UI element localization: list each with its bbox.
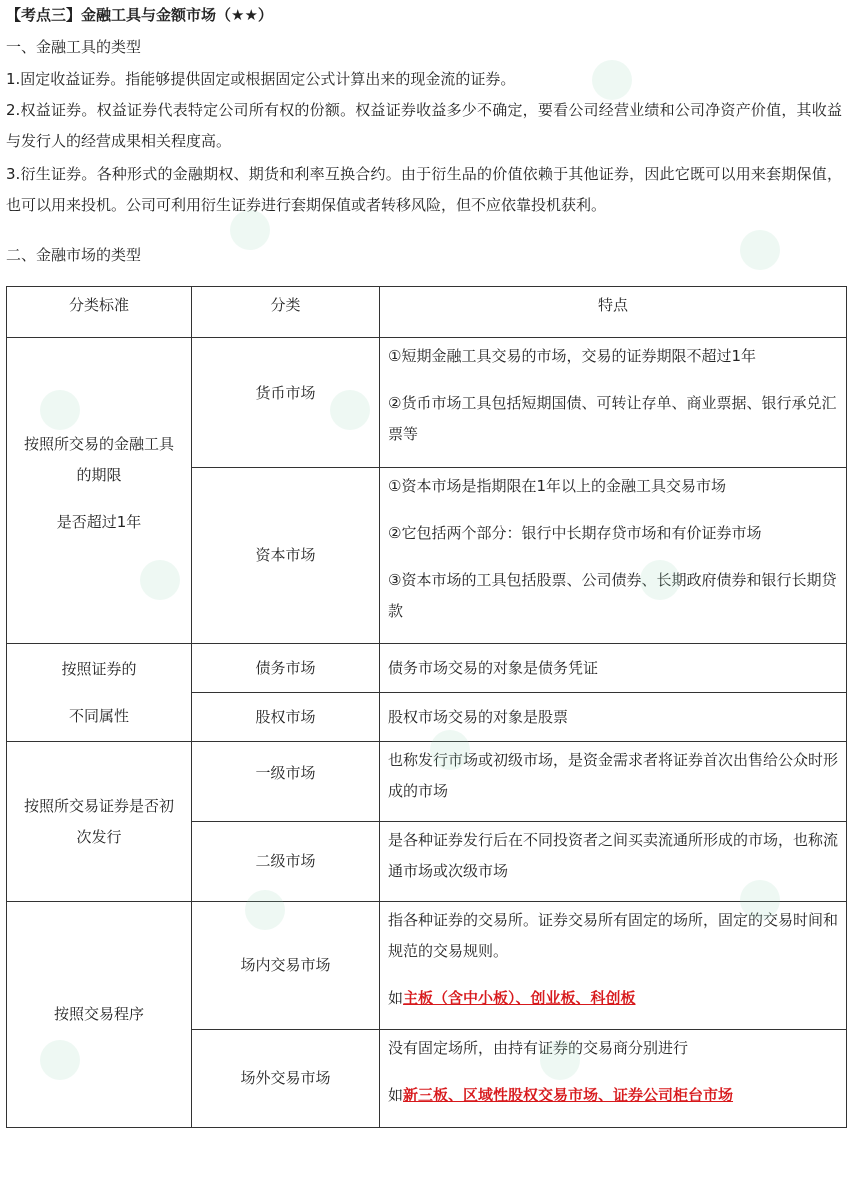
standard-term-line1: 按照所交易的金融工具 bbox=[23, 435, 174, 453]
otc-feature-2 bbox=[388, 1080, 838, 1111]
features-money-market bbox=[380, 338, 847, 468]
standard-procedure: 按照交易程序 bbox=[7, 902, 192, 1128]
features-exchange-market bbox=[380, 902, 847, 1030]
category-primary-market: 一级市场 bbox=[192, 742, 380, 822]
exchange-feature-1: 指各种证券的交易所。证券交易所有固定的场所，固定的交易时间和规范的交易规则。 bbox=[388, 911, 839, 960]
category-otc-market: 场外交易市场 bbox=[192, 1030, 380, 1128]
watermark-logo-icon bbox=[592, 60, 632, 100]
standard-term-line2: 的期限 bbox=[76, 466, 122, 484]
header-category: 分类 bbox=[192, 287, 380, 338]
features-capital-market bbox=[380, 468, 847, 644]
category-debt-market: 债务市场 bbox=[192, 644, 380, 693]
item-equity: 2.权益证券。权益证券代表特定公司所有权的份额。权益证券收益多少不确定，要看公司经营业绩和公司净资产价值，其收益与发行人的经营成果相关程度高。 bbox=[6, 101, 842, 150]
header-features: 特点 bbox=[380, 287, 847, 338]
features-otc-market bbox=[380, 1030, 847, 1128]
standard-term-line3: 是否超过1年 bbox=[56, 513, 142, 531]
capital-feature-1: ①资本市场是指期限在1年以上的金融工具交易市场 bbox=[388, 477, 726, 495]
page-heading: 【考点三】金融工具与金额市场（★★） bbox=[6, 6, 273, 24]
category-equity-market: 股权市场 bbox=[192, 693, 380, 742]
table-header-row bbox=[7, 287, 847, 338]
capital-feature-2: ②它包括两个部分：银行中长期存贷市场和有价证券市场 bbox=[388, 524, 762, 542]
table-row bbox=[7, 644, 847, 693]
table-row bbox=[7, 902, 847, 1030]
category-secondary-market: 二级市场 bbox=[192, 822, 380, 902]
money-feature-1: ①短期金融工具交易的市场，交易的证券期限不超过1年 bbox=[388, 347, 756, 365]
watermark-logo-icon bbox=[740, 230, 780, 270]
exchange-feature-2 bbox=[388, 983, 838, 1014]
otc-feature-1: 没有固定场所，由持有证券的交易商分别进行 bbox=[388, 1039, 689, 1057]
standard-attribute bbox=[7, 644, 192, 742]
standard-term bbox=[7, 338, 192, 644]
standard-attribute-line2: 不同属性 bbox=[68, 706, 129, 725]
section1-title: 一、金融工具的类型 bbox=[6, 38, 142, 56]
category-exchange-market: 场内交易市场 bbox=[192, 902, 380, 1030]
capital-feature-3: ③资本市场的工具包括股票、公司债券、长期政府债券和银行长期贷款 bbox=[388, 571, 837, 620]
otc-feature-2-prefix: 如 bbox=[388, 1086, 404, 1104]
item-derivative: 3.衍生证券。各种形式的金融期权、期货和利率互换合约。由于衍生品的价值依赖于其他证券，因此它既可以用来套期保值，也可以用来投机。公司可利用衍生证券进行套期保值或者转移风险，但不应依靠投机获利。 bbox=[6, 165, 842, 214]
market-types-table bbox=[6, 286, 847, 1128]
table-row bbox=[7, 742, 847, 822]
standard-issuance bbox=[7, 742, 192, 902]
table-row bbox=[7, 338, 847, 468]
standard-issuance-text: 按照所交易证券是否初次发行 bbox=[23, 796, 174, 846]
features-debt-market: 债务市场交易的对象是债务凭证 bbox=[380, 644, 847, 693]
features-equity-market: 股权市场交易的对象是股票 bbox=[380, 693, 847, 742]
standard-attribute-line1: 按照证券的 bbox=[61, 659, 137, 678]
item-fixed-income: 1.固定收益证券。指能够提供固定或根据固定公式计算出来的现金流的证券。 bbox=[6, 70, 516, 88]
header-standard: 分类标准 bbox=[7, 287, 192, 338]
money-feature-2: ②货币市场工具包括短期国债、可转让存单、商业票据、银行承兑汇票等 bbox=[388, 394, 837, 443]
section2-title: 二、金融市场的类型 bbox=[6, 246, 142, 264]
features-secondary-market: 是各种证券发行后在不同投资者之间买卖流通所形成的市场，也称流通市场或次级市场 bbox=[380, 822, 847, 902]
category-money-market: 货币市场 bbox=[192, 338, 380, 468]
category-capital-market: 资本市场 bbox=[192, 468, 380, 644]
exchange-boards-highlight: 主板（含中小板）、创业板、科创板 bbox=[403, 989, 636, 1007]
exchange-feature-2-prefix: 如 bbox=[388, 989, 404, 1007]
otc-markets-highlight: 新三板、区域性股权交易市场、证券公司柜台市场 bbox=[403, 1086, 734, 1104]
features-primary-market: 也称发行市场或初级市场，是资金需求者将证券首次出售给公众时形成的市场 bbox=[380, 742, 847, 822]
